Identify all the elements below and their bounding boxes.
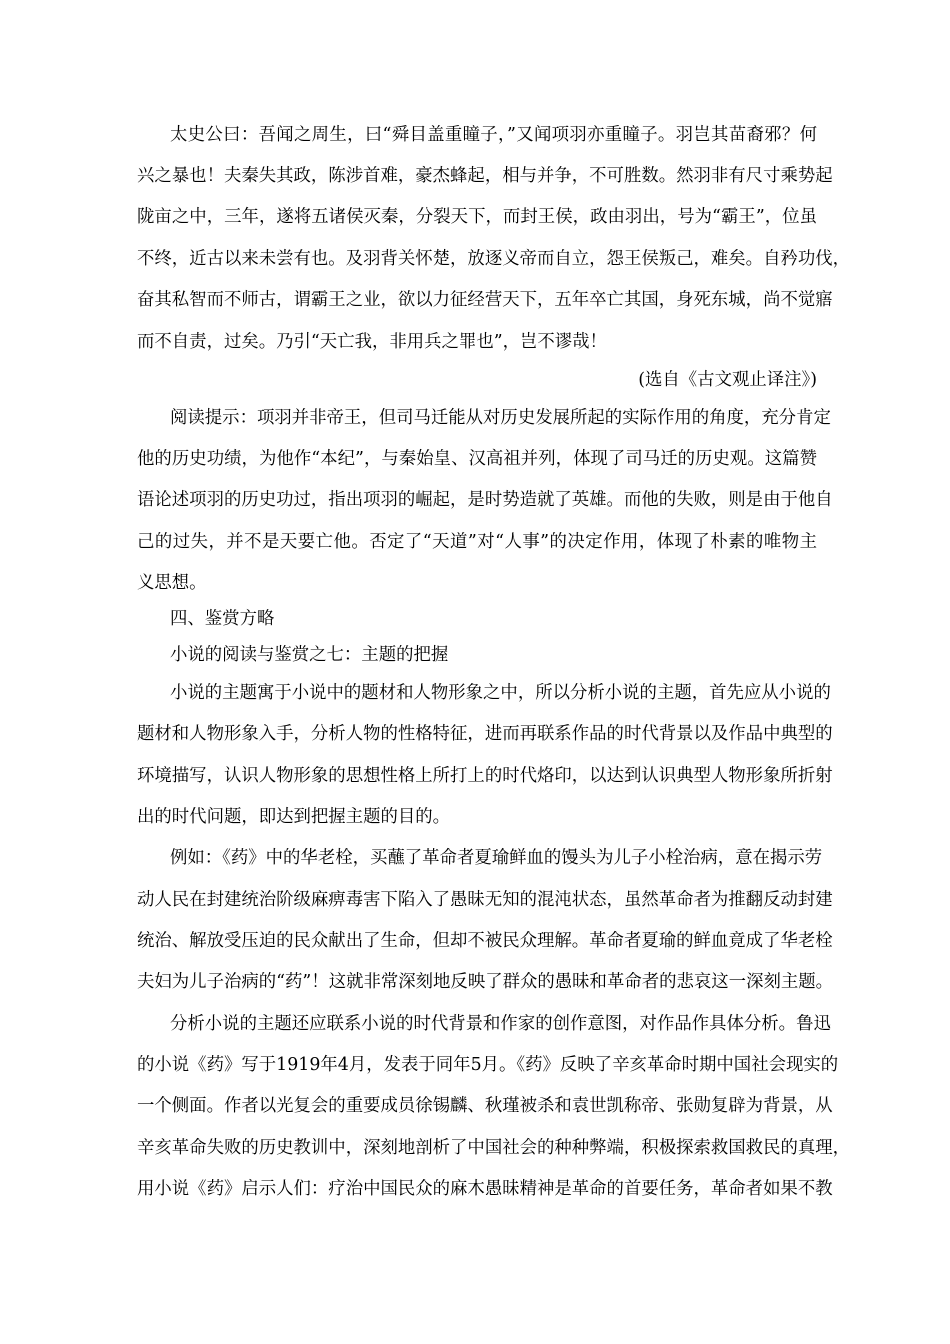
paragraph-line: 小说的主题寓于小说中的题材和人物形象之中，所以分析小说的主题，首先应从小说的 [170, 683, 831, 703]
paragraph-line: 统治、解放受压迫的民众献出了生命，但却不被民众理解。革命者夏瑜的鲜血竟成了华老栓 [137, 931, 833, 951]
paragraph-line: 辛亥革命失败的历史教训中，深刻地剖析了中国社会的种种弊端，积极探索救国救民的真理， [137, 1138, 851, 1158]
hint-line: 他的历史功绩，为他作“本纪”，与秦始皇、汉高祖并列，体现了司马迁的历史观。这篇赞 [137, 449, 817, 469]
paragraph-line: 动人民在封建统治阶级麻痹毒害下陷入了愚昧无知的混沌状态，虽然革命者为推翻反动封建 [137, 890, 833, 910]
paragraph-line: 例如：《药》中的华老栓，买蘸了革命者夏瑜鲜血的馒头为儿子小栓治病，意在揭示劳 [170, 848, 823, 868]
passage-line: 兴之暴也！夫秦失其政，陈涉首难，豪杰蜂起，相与并争，不可胜数。然羽非有尺寸乘势起 [137, 166, 833, 186]
section-heading: 四、鉴赏方略 [170, 609, 275, 629]
hint-line: 己的过失，并不是天要亡他。否定了“天道”对“人事”的决定作用，体现了朴素的唯物主 [137, 532, 817, 552]
subheading: 小说的阅读与鉴赏之七：主题的把握 [170, 645, 449, 665]
hint-line: 阅读提示：项羽并非帝王，但司马迁能从对历史发展所起的实际作用的角度，充分肯定 [170, 408, 831, 428]
paragraph-line: 的小说《药》写于1919年4月，发表于同年5月。《药》反映了辛亥革命时期中国社会现实的 [137, 1055, 839, 1075]
paragraph-line: 出的时代问题，即达到把握主题的目的。 [137, 807, 451, 827]
paragraph-line: 分析小说的主题还应联系小说的时代背景和作家的创作意图，对作品作具体分析。鲁迅 [170, 1014, 831, 1034]
passage-line: 奋其私智而不师古，谓霸王之业，欲以力征经营天下，五年卒亡其国，身死东城，尚不觉寤 [137, 290, 833, 310]
hint-line: 语论述项羽的历史功过，指出项羽的崛起，是时势造就了英雄。而他的失败，则是由于他自 [137, 490, 833, 510]
source-citation: (选自《古文观止译注》) [638, 370, 817, 390]
hint-line: 义思想。 [137, 573, 207, 593]
paragraph-line: 环境描写，认识人物形象的思想性格上所打上的时代烙印，以达到认识典型人物形象所折射 [137, 766, 833, 786]
paragraph-line: 题材和人物形象入手，分析人物的性格特征，进而再联系作品的时代背景以及作品中典型的 [137, 724, 833, 744]
passage-line: 不终，近古以来未尝有也。及羽背关怀楚，放逐义帝而自立，怨王侯叛己，难矣。自矜功伐， [137, 249, 851, 269]
passage-line: 而不自责，过矣。乃引“天亡我，非用兵之罪也”，岂不谬哉！ [137, 332, 607, 352]
paragraph-line: 用小说《药》启示人们：疗治中国民众的麻木愚昧精神是革命的首要任务，革命者如果不教 [137, 1179, 833, 1199]
paragraph-line: 夫妇为儿子治病的“药”！这就非常深刻地反映了群众的愚昧和革命者的悲哀这一深刻主题。 [137, 972, 834, 992]
passage-line: 太史公曰：吾闻之周生，曰“舜目盖重瞳子，”又闻项羽亦重瞳子。羽岂其苗裔邪？何 [170, 125, 817, 145]
paragraph-line: 一个侧面。作者以光复会的重要成员徐锡麟、秋瑾被杀和袁世凯称帝、张勋复辟为背景，从 [137, 1096, 833, 1116]
passage-line: 陇亩之中，三年，遂将五诸侯灭秦，分裂天下，而封王侯，政由羽出，号为“霸王”，位虽 [137, 207, 817, 227]
